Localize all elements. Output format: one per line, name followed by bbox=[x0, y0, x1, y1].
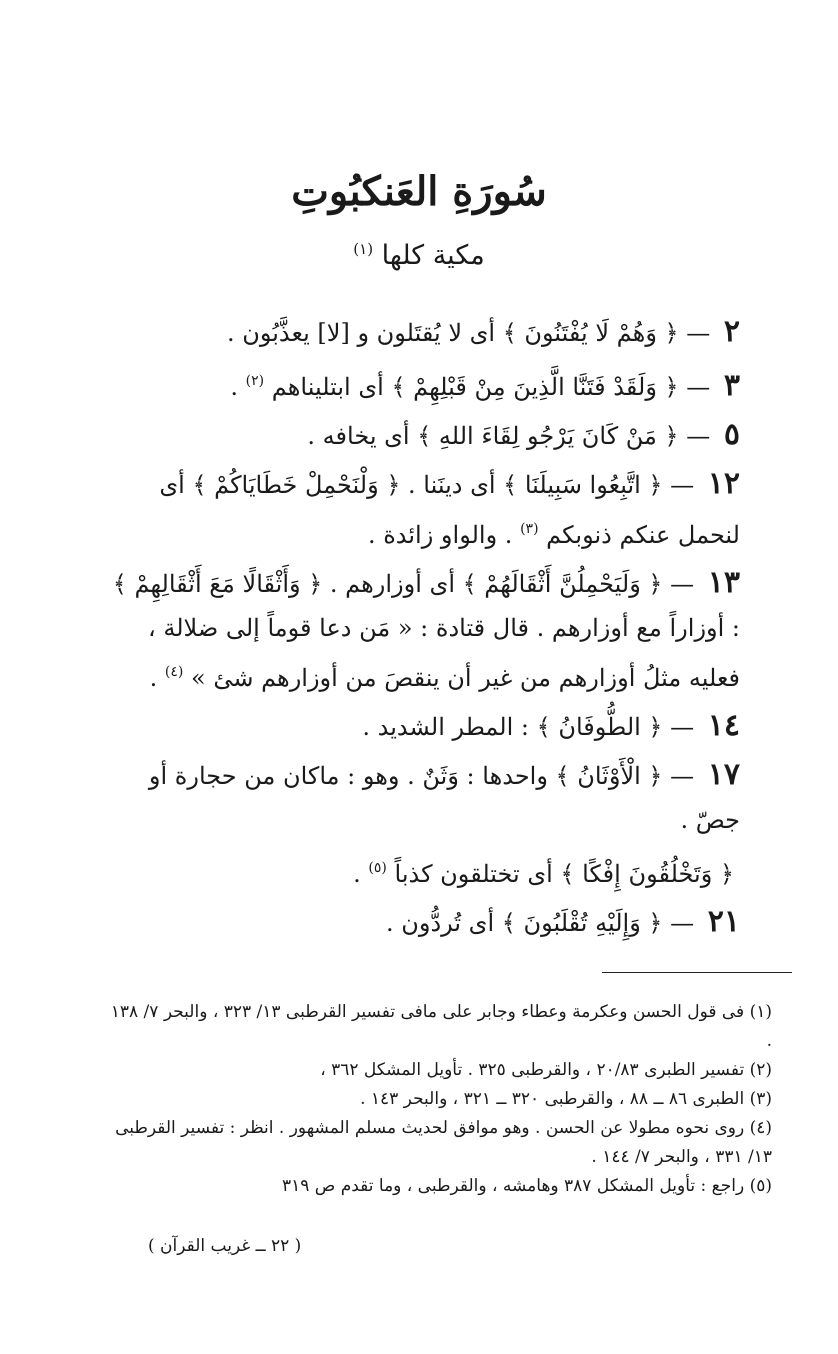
verse-number: ١٣ bbox=[707, 565, 740, 600]
verse-17-continued bbox=[100, 846, 740, 896]
footnote-ref: (٥) bbox=[368, 860, 387, 876]
signature-mark: ( ٢٢ ــ غريب القرآن ) bbox=[148, 1236, 302, 1256]
footnote-ref: (٣) bbox=[520, 521, 539, 537]
verse-commentary bbox=[100, 310, 740, 949]
verse-number: ١٧ bbox=[707, 757, 740, 792]
verse-21 bbox=[100, 900, 740, 945]
footnote-ref: (٤) bbox=[164, 664, 184, 680]
surah-subtitle bbox=[0, 240, 838, 271]
verse-text: — ﴿ وَإِلَيْهِ تُقْلَبُونَ ﴾ أى تُردُّون . bbox=[385, 909, 695, 937]
footnote-1: (١) فى قول الحسن وعكرمة وعطاء وجابر على مافى تفسير القرطبى ١٣/ ٣٢٣ ، والبحر ٧/ ١٣٨ . bbox=[110, 1002, 772, 1051]
verse-number: ١٤ bbox=[707, 708, 740, 743]
verse-tail: . والواو زائدة . bbox=[367, 521, 513, 549]
verse-13 bbox=[100, 561, 740, 700]
verse-number: ٣ bbox=[723, 368, 740, 403]
verse-text: — ﴿ الْأَوْثَانُ ﴾ واحدها : وَثَنٌ . وهو : ماكان من حجارة أو جصّ . bbox=[148, 762, 740, 834]
verse-number: ٢ bbox=[723, 314, 740, 349]
verse-text: ﴿ وَتَخْلُقُونَ إِفْكًا ﴾ أى تختلقون كذباً bbox=[394, 860, 734, 888]
verse-text: — ﴿ مَنْ كَانَ يَرْجُو لِقَاءَ اللهِ ﴾ أى يخافه . bbox=[307, 422, 711, 450]
verse-tail: . bbox=[149, 664, 158, 692]
verse-17 bbox=[100, 753, 740, 842]
footnote-2: (٢) تفسير الطبرى ٢٠/٨٣ ، والقرطبى ٣٢٥ . تأويل المشكل ٣٦٢ ، bbox=[320, 1060, 772, 1080]
surah-type: مكية كلها bbox=[381, 240, 485, 271]
verse-number: ٥ bbox=[723, 417, 740, 452]
footnote-4: (٤) روى نحوه مطولا عن الحسن . وهو موافق لحديث مسلم المشهور . انظر : تفسير القرطبى ١٣/ ٣٣١ ، والبحر ٧/ ١٤٤ . bbox=[115, 1118, 772, 1167]
footnote-ref: (٢) bbox=[245, 373, 265, 389]
verse-text: — ﴿ وَلَقَدْ فَتَنَّا الَّذِينَ مِنْ قَبْلِهِمْ ﴾ أى ابتليناهم bbox=[271, 373, 711, 401]
verse-tail: . bbox=[353, 860, 361, 888]
verse-text: — ﴿ الطُّوفَانُ ﴾ : المطر الشديد . bbox=[362, 713, 695, 741]
verse-5 bbox=[100, 413, 740, 458]
verse-number: ١٢ bbox=[707, 466, 740, 501]
verse-number: ٢١ bbox=[707, 904, 740, 939]
surah-title: سُورَةِ العَنكبُوتِ bbox=[291, 168, 547, 215]
verse-3 bbox=[100, 359, 740, 409]
verse-2 bbox=[100, 310, 740, 355]
verse-12 bbox=[100, 462, 740, 557]
verse-tail: . bbox=[230, 373, 239, 401]
verse-text: — ﴿ اتَّبِعُوا سَبِيلَنَا ﴾ أى دينَنا . ﴿ وَلْنَحْمِلْ خَطَايَاكُمْ ﴾ أى لنحمل عنكم ذنوبكم bbox=[159, 471, 740, 549]
surah-type-footnote-ref: (١) bbox=[353, 240, 374, 258]
verse-14 bbox=[100, 704, 740, 749]
footnote-3: (٣) الطبرى ٨٦ ــ ٨٨ ، والقرطبى ٣٢٠ ــ ٣٢١ ، والبحر ١٤٣ . bbox=[360, 1089, 772, 1109]
verse-text: — ﴿ وَهُمْ لَا يُفْتَنُونَ ﴾ أى لا يُقتَلون و [لا] يعذَّبُون . bbox=[226, 319, 711, 347]
verse-text: — ﴿ وَلَيَحْمِلُنَّ أَثْقَالَهُمْ ﴾ أى أوزارهم . ﴿ وَأَثْقَالًا مَعَ أَثْقَالِهِمْ ﴾ : أوزاراً مع أوزارهم . قال قتادة : « مَن دعا قوماً إلى ضلالة ، فعليه مثلُ أوزارهم من غير أن ينقصَ من أوزارهم شئ » bbox=[112, 570, 740, 692]
footnote-5: (٥) راجع : تأويل المشكل ٣٨٧ وهامشه ، والقرطبى ، وما تقدم ص ٣١٩ bbox=[281, 1176, 772, 1196]
footnote-divider bbox=[602, 972, 792, 973]
footnotes bbox=[100, 998, 772, 1201]
